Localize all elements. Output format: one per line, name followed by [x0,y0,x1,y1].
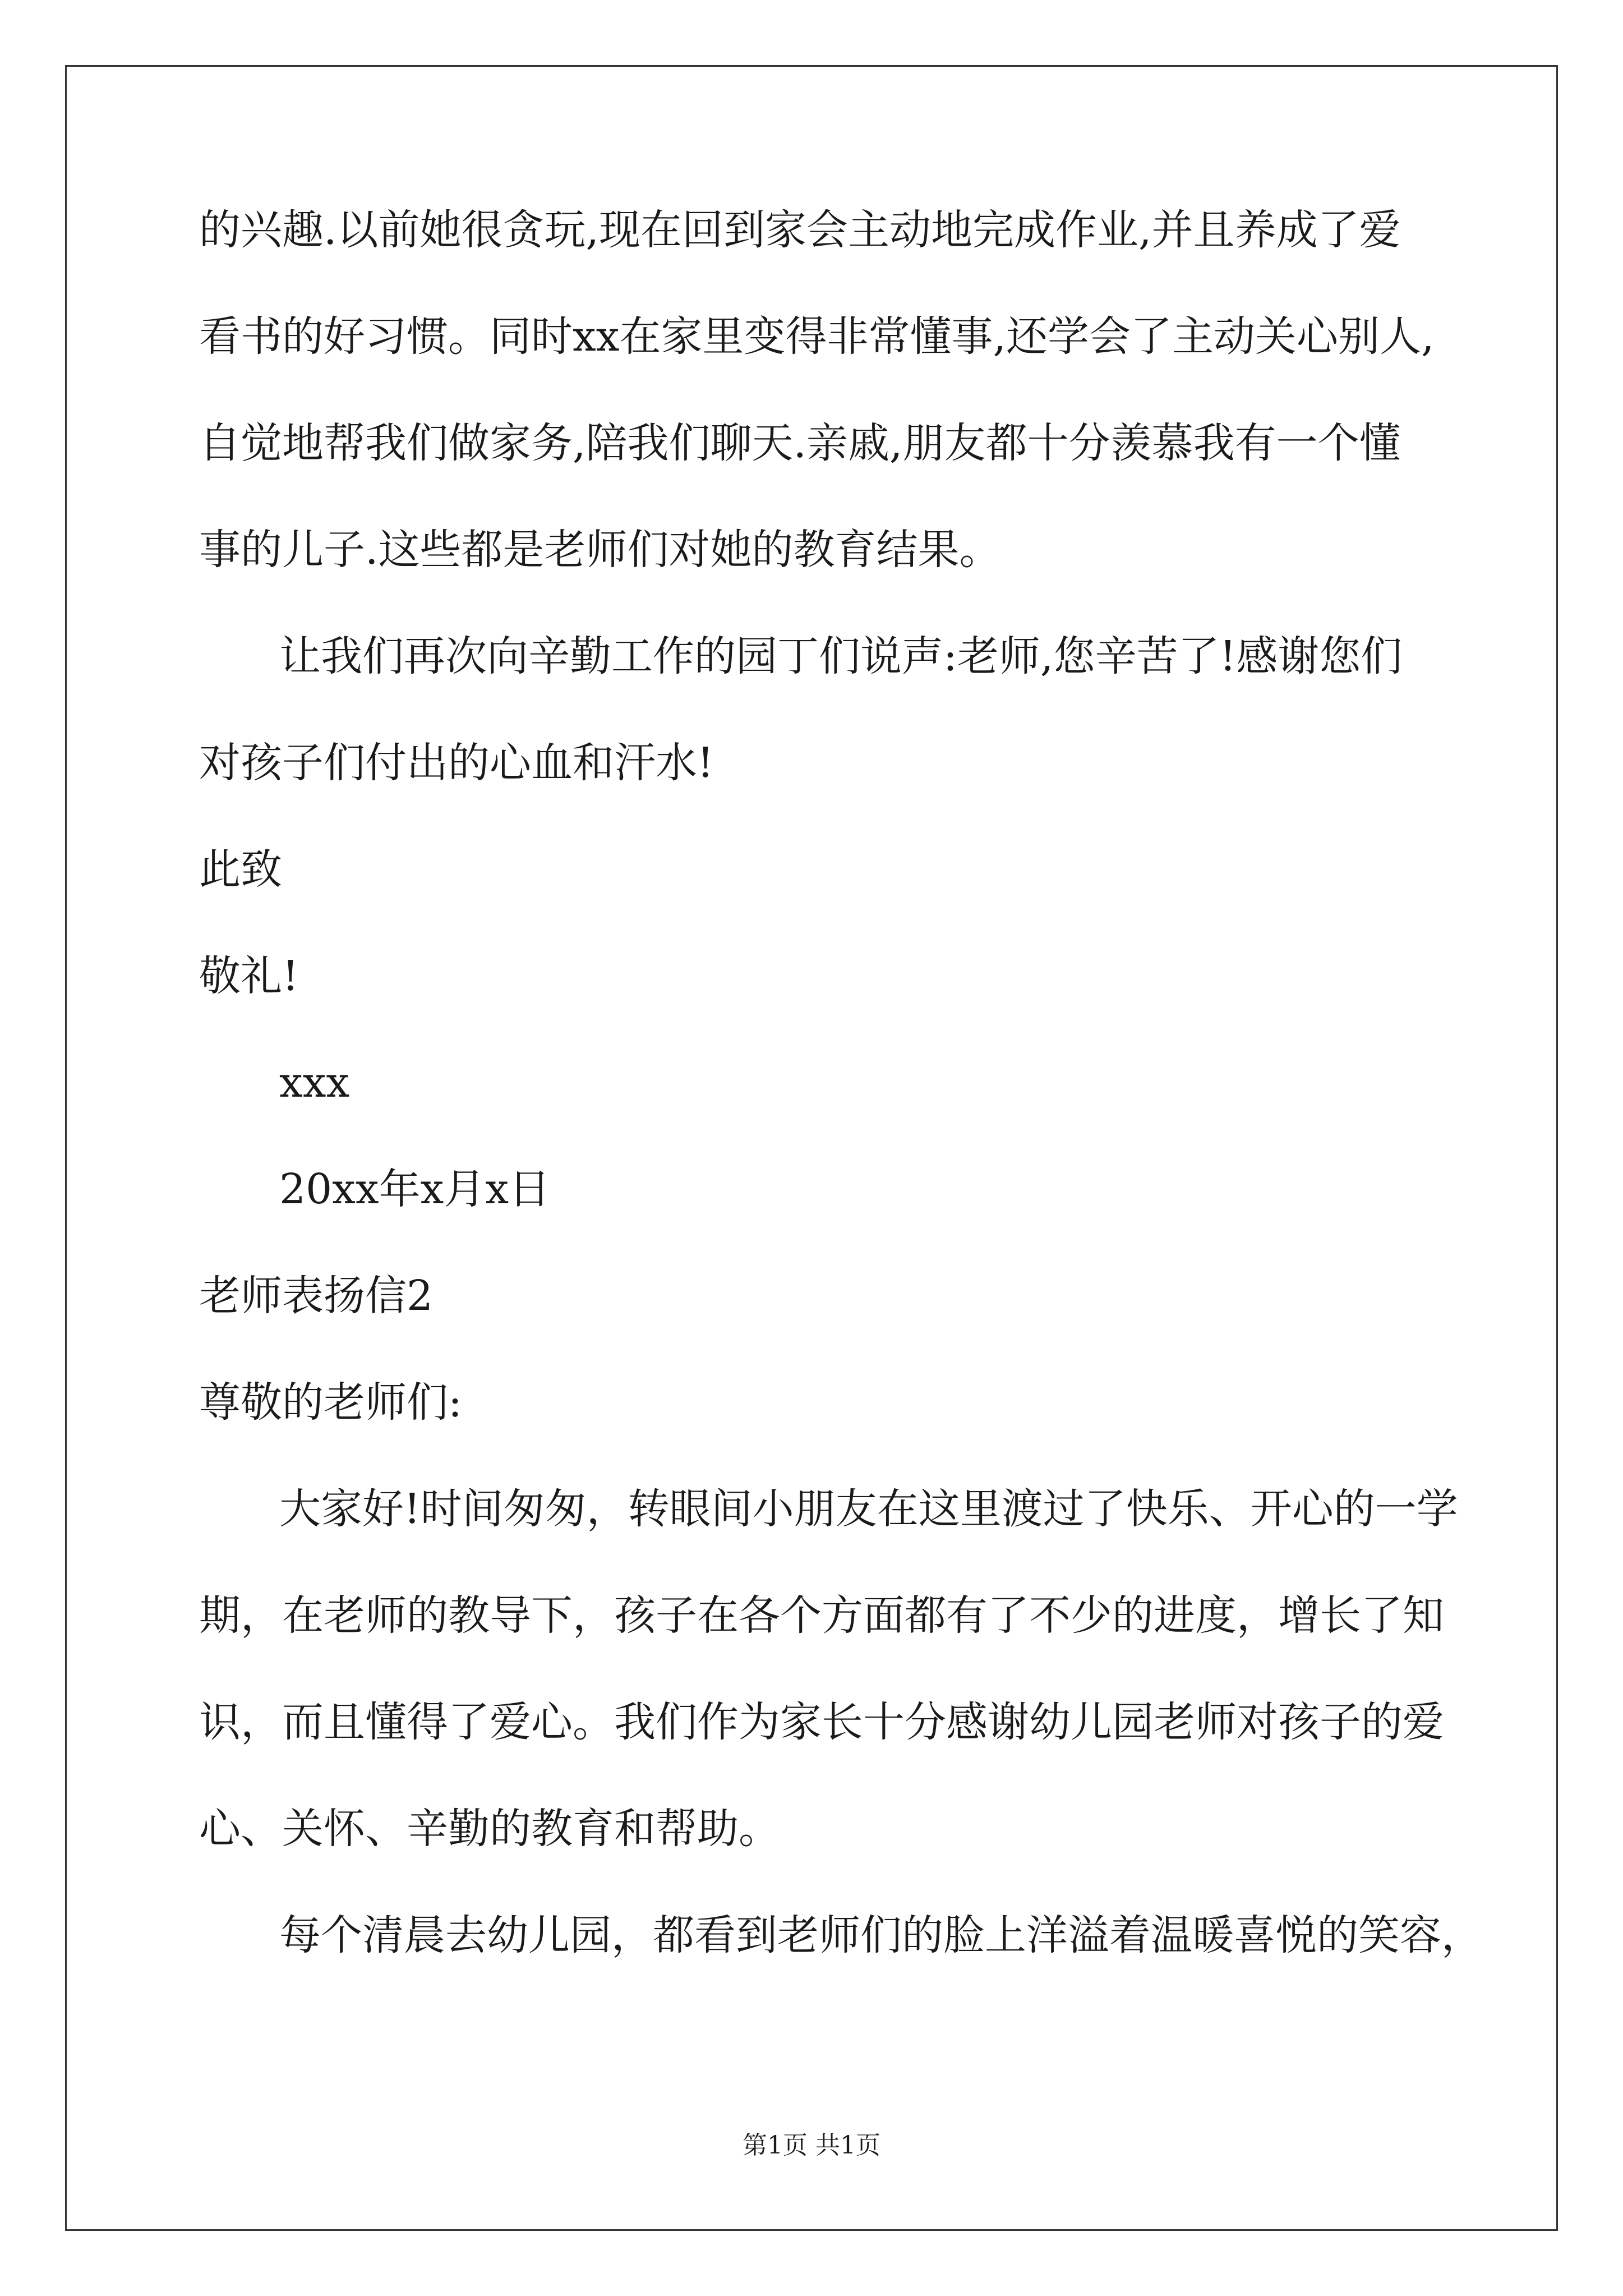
greeting-line: 尊敬的老师们: [199,1378,462,1427]
text-line: 对孩子们付出的心血和汗水! [199,739,714,787]
text-line: 自觉地帮我们做家务,陪我们聊天.亲戚,朋友都十分羡慕我有一个懂 [199,419,1401,467]
text-line: 识，而且懂得了爱心。我们作为家长十分感谢幼儿园老师对孩子的爱 [199,1698,1444,1746]
page-border [65,65,1558,2231]
text-line: 的兴趣.以前她很贪玩,现在回到家会主动地完成作业,并且养成了爱 [199,206,1401,254]
paragraph-start-line: 让我们再次向辛勤工作的园丁们说声:老师,您辛苦了!感谢您们 [279,632,1403,680]
text-line: 看书的好习惯。同时xx在家里变得非常懂事,还学会了主动关心别人, [199,312,1435,361]
text-line: 期，在老师的教导下，孩子在各个方面都有了不少的进度，增长了知 [199,1591,1444,1640]
text-line: 心、关怀、辛勤的教育和帮助。 [199,1805,780,1853]
paragraph-start-line: 大家好!时间匆匆，转眼间小朋友在这里渡过了快乐、开心的一学 [279,1485,1458,1533]
closing-line: 敬礼! [199,952,299,1000]
section-title: 老师表扬信2 [199,1272,434,1320]
page-footer: 第1页 共1页 [743,2131,880,2160]
text-line: 事的儿子.这些都是老师们对她的教育结果。 [199,526,1001,574]
paragraph-start-line: 每个清晨去幼儿园，都看到老师们的脸上洋溢着温暖喜悦的笑容， [279,1911,1483,1959]
salutation-line: 此致 [199,845,282,894]
signature-line: xxx [279,1059,350,1107]
date-line: 20xx年x月x日 [279,1165,551,1213]
